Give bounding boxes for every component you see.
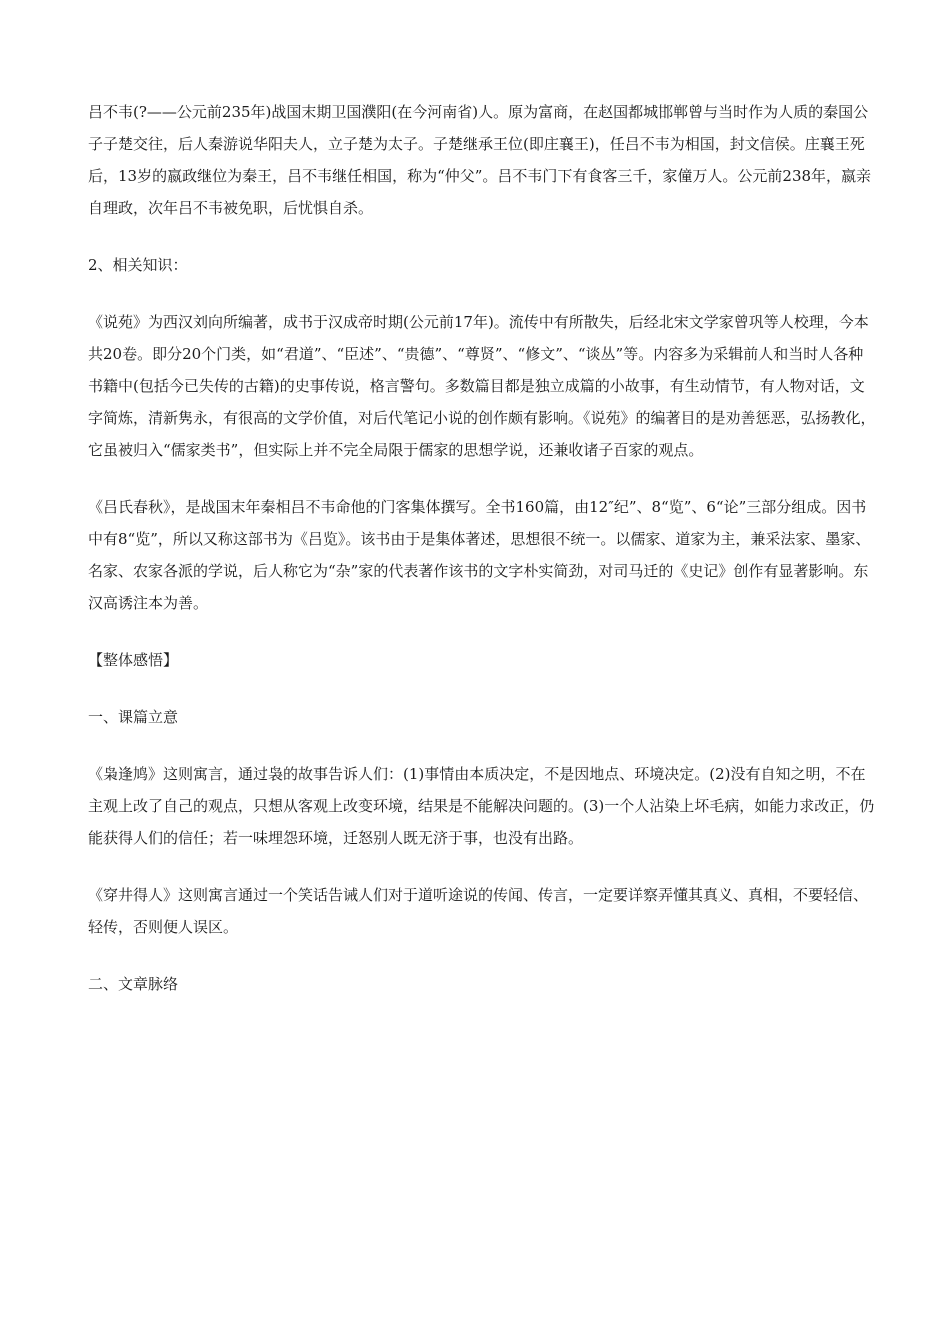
paragraph-lv-buwei-bio: 吕不韦(?——公元前235年)战国末期卫国濮阳(在今河南省)人。原为富商，在赵国都城邯郸曾与当时作为人质的秦国公子子楚交往，后人秦游说华阳夫人，立子楚为太子。子楚继承王位(即庄襄王)，任吕不韦为相国，封文信侯。庄襄王死后，13岁的嬴政继位为秦王，吕不韦继任相国，称为“仲父”。吕不韦门下有食客三千，家僮万人。公元前238年，嬴亲自理政，次年吕不韦被免职，后忧惧自杀。: [88, 103, 872, 217]
heading-theme: 一、课篇立意: [88, 708, 179, 726]
paragraph-shuoyuan: 《说苑》为西汉刘向所编著，成书于汉成帝时期(公元前17年)。流传中有所散失，后经北宋文学家曾巩等人校理，今本共20卷。即分20个门类，如“君道”、“臣述”、“贵德”、“尊贤”、“修文”、“谈丛”等。内容多为采辑前人和当时人各种书籍中(包括今已失传的古籍)的史事传说，格言警句。多数篇目都是独立成篇的小故事，有生动情节，有人物对话，文字简炼，清新隽永，有很高的文学价值，对后代笔记小说的创作颇有影响。《说苑》的编著目的是劝善惩恶，弘扬教化，它虽被归入“儒家类书”，但实际上并不完全局限于儒家的思想学说，还兼收诸子百家的观点。: [88, 313, 876, 459]
heading-related-knowledge: 2、相关知识：: [88, 256, 188, 274]
paragraph-chuan-jing-de-ren: 《穿井得人》这则寓言通过一个笑话告诫人们对于道听途说的传闻、传言，一定要详察弄懂其真义、真相，不要轻信、轻传，否则便人误区。: [88, 886, 869, 936]
paragraph-lvshi-chunqiu: 《吕氏春秋》，是战国末年秦相吕不韦命他的门客集体撰写。全书160篇，由12″纪”、8“览”、6“论”三部分组成。因书中有8“览”，所以又称这部书为《吕览》。该书由于是集体著述，思想很不统一。以儒家、道家为主，兼采法家、墨家、名家、农家各派的学说，后人称它为“杂”家的代表著作该书的文字朴实简劲，对司马迁的《史记》创作有显著影响。东汉高诱注本为善。: [88, 498, 871, 612]
paragraph-xiao-feng-jiu: 《枭逢鸠》这则寓言，通过袅的故事告诉人们：(1)事情由本质决定，不是因地点、环境决定。(2)没有自知之明，不在主观上改了自己的观点，只想从客观上改变环境，结果是不能解决问题的。(3)一个人沾染上坏毛病，如能力求改正，仍能获得人们的信任；若一味埋怨环境，迁怒别人既无济于事，也没有出路。: [88, 765, 875, 847]
document-page: [88, 96, 878, 1025]
heading-overall-perception: 【整体感悟】: [88, 651, 179, 669]
heading-structure: 二、文章脉络: [88, 975, 179, 993]
